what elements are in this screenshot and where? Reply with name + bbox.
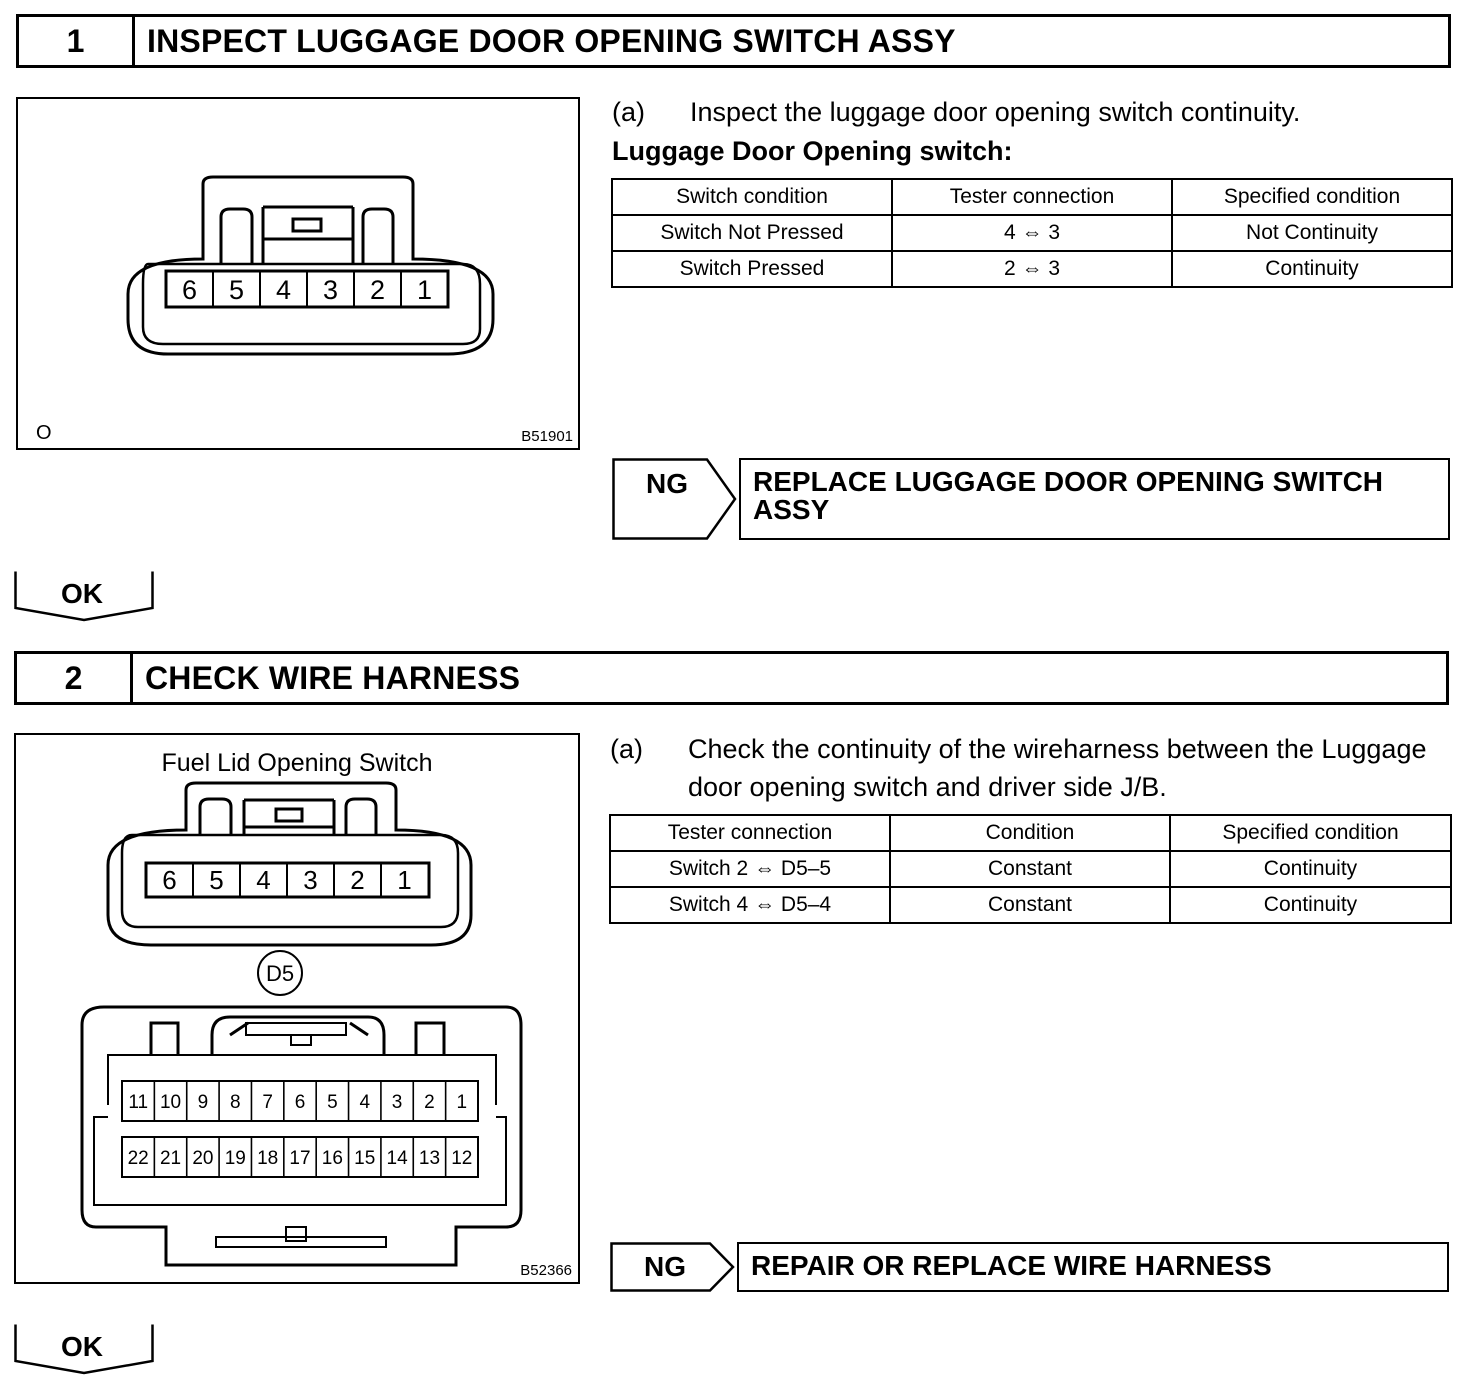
connector-pin-label: 3 — [303, 865, 318, 895]
step1-spec-table — [611, 178, 1453, 288]
table-cell: Switch Not Pressed — [612, 215, 892, 251]
table-header-cell: Specified condition — [1172, 179, 1452, 215]
step1-ok-label: OK — [61, 578, 103, 609]
step1-figure-corner-mark: O — [36, 422, 52, 444]
table-cell: Switch 2 ⇔ D5–5 — [610, 851, 890, 887]
jb-pin-label: 17 — [289, 1148, 311, 1169]
step1-figure-code: B51901 — [521, 428, 573, 445]
connector-pin-label: 6 — [181, 275, 198, 305]
table-cell: 4 ⇔ 3 — [892, 215, 1172, 251]
table-cell: Continuity — [1172, 251, 1452, 287]
step2-ng-action: REPAIR OR REPLACE WIRE HARNESS — [737, 1242, 1449, 1292]
table-cell: Continuity — [1170, 851, 1451, 887]
step2-instruction-text: Check the continuity of the wireharness between the Luggage door opening switch and driver side J/B. — [688, 734, 1427, 802]
step1-number: 1 — [19, 17, 135, 65]
step2-ok-label: OK — [61, 1331, 103, 1362]
jb-pin-label: 14 — [386, 1148, 408, 1169]
step1-ok-tab — [14, 570, 154, 622]
step2-title: CHECK WIRE HARNESS — [145, 659, 521, 696]
table-cell: Not Continuity — [1172, 215, 1452, 251]
jb-pin-label: 7 — [262, 1092, 273, 1113]
table-header-cell: Tester connection — [892, 179, 1172, 215]
step2-instruction — [610, 730, 1452, 806]
jb-pin-label: 5 — [327, 1092, 338, 1113]
step1-header — [16, 14, 1451, 68]
step1-ng-arrow — [612, 458, 738, 540]
step2-connector-label: D5 — [265, 961, 295, 986]
connector-pin-label: 1 — [416, 275, 433, 305]
table-header-cell: Specified condition — [1170, 815, 1451, 851]
step2-figure — [14, 733, 580, 1284]
jb-pin-label: 10 — [159, 1092, 182, 1113]
jb-pin-label: 8 — [229, 1092, 241, 1113]
jb-pin-label: 21 — [159, 1148, 182, 1169]
connector-pin-label: 1 — [397, 865, 412, 895]
step2-table-header-row — [610, 815, 1451, 851]
step1-table-header-row — [612, 179, 1452, 215]
jb-pin-label: 1 — [456, 1092, 468, 1113]
jb-pin-label: 16 — [321, 1148, 343, 1169]
jb-pin-label: 15 — [354, 1148, 376, 1169]
jb-pin-label: 12 — [451, 1148, 473, 1169]
step2-table-row — [610, 851, 1451, 887]
connector-pin-label: 6 — [162, 865, 177, 895]
step2-instruction-label: (a) — [610, 734, 643, 764]
step2-ng-arrow — [610, 1242, 736, 1292]
table-header-cell: Condition — [890, 815, 1170, 851]
luggage-switch-connector-diagram — [18, 99, 582, 452]
jb-pin-label: 19 — [224, 1148, 246, 1169]
table-cell: Switch 4 ⇔ D5–4 — [610, 887, 890, 923]
connector-pin-label: 3 — [322, 275, 339, 305]
connector-pin-label: 2 — [350, 865, 365, 895]
jb-pin-label: 4 — [359, 1092, 371, 1113]
jb-pin-label: 20 — [192, 1148, 214, 1169]
step1-figure — [16, 97, 580, 450]
wire-harness-connector-diagram — [16, 735, 582, 1286]
jb-pin-label: 2 — [424, 1092, 435, 1113]
step2-ok-tab — [14, 1323, 154, 1375]
step1-table-heading: Luggage Door Opening switch: — [612, 136, 1013, 166]
connector-pin-label: 4 — [275, 275, 292, 305]
table-header-cell: Switch condition — [612, 179, 892, 215]
jb-pin-label: 9 — [197, 1092, 209, 1113]
step2-figure-caption: Fuel Lid Opening Switch — [161, 749, 433, 777]
step1-instruction-label: (a) — [612, 97, 645, 127]
step1-instruction-text: Inspect the luggage door opening switch continuity. — [690, 97, 1301, 127]
step2-spec-table — [609, 814, 1452, 924]
table-header-cell: Tester connection — [610, 815, 890, 851]
jb-pin-label: 13 — [418, 1148, 441, 1169]
step2-figure-code: B52366 — [520, 1262, 572, 1279]
table-cell: 2 ⇔ 3 — [892, 251, 1172, 287]
step1-table-row — [612, 215, 1452, 251]
step1-title: INSPECT LUGGAGE DOOR OPENING SWITCH ASSY — [147, 22, 956, 59]
jb-pin-label: 18 — [257, 1148, 279, 1169]
table-cell: Constant — [890, 851, 1170, 887]
step2-number: 2 — [17, 654, 133, 702]
step1-ng-action: REPLACE LUGGAGE DOOR OPENING SWITCH ASSY — [739, 458, 1450, 540]
connector-pin-label: 5 — [209, 865, 224, 895]
jb-pin-label: 22 — [127, 1148, 149, 1169]
table-cell: Continuity — [1170, 887, 1451, 923]
jb-pin-label: 3 — [391, 1092, 403, 1113]
table-cell: Constant — [890, 887, 1170, 923]
step1-instruction — [612, 93, 1452, 131]
connector-pin-label: 4 — [256, 865, 271, 895]
jb-pin-label: 6 — [294, 1092, 306, 1113]
connector-pin-label: 5 — [228, 275, 245, 305]
step2-ng-label: NG — [644, 1251, 686, 1282]
connector-pin-label: 2 — [369, 275, 386, 305]
table-cell: Switch Pressed — [612, 251, 892, 287]
step1-ng-label: NG — [646, 468, 688, 499]
step2-header — [14, 651, 1449, 705]
step1-table-row — [612, 251, 1452, 287]
jb-pin-label: 11 — [128, 1092, 149, 1113]
step2-table-row — [610, 887, 1451, 923]
